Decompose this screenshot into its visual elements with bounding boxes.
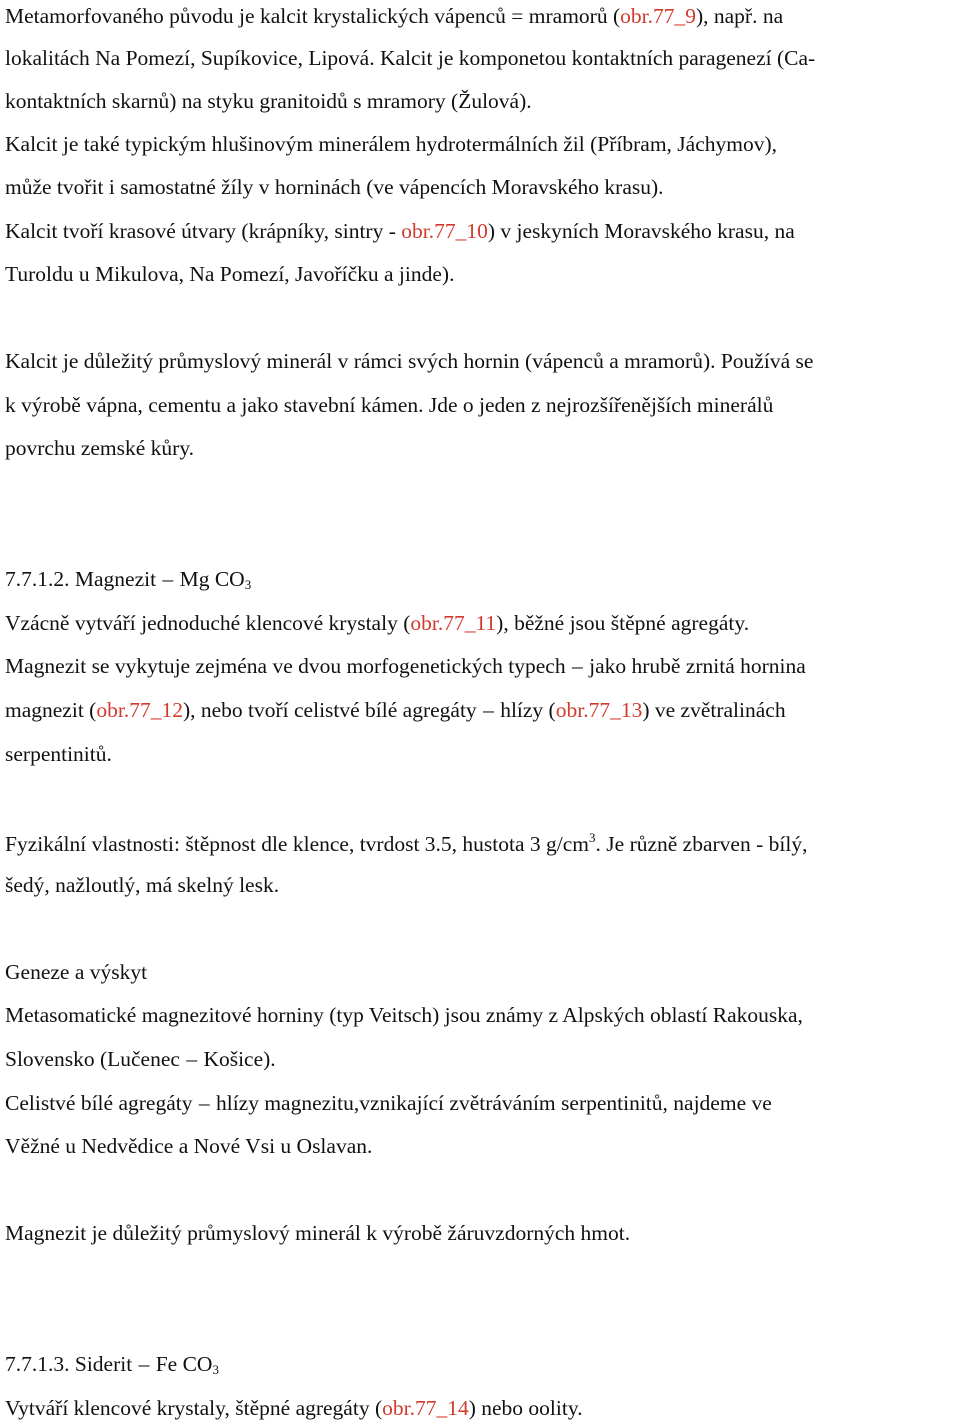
text-line [5,700,786,722]
text-line [5,613,749,635]
text-line: může tvořit i samostatné žíly v horninách (ve vápencích Moravského krasu). [5,175,664,199]
dash: – [186,1047,198,1071]
text-segment: Metamorfovaného původu je kalcit krystalických vápenců = mramorů ( [5,4,621,28]
text-line: lokalitách Na Pomezí, Supíkovice, Lipová. Kalcit je komponetou kontaktních paragenezí (Ca- [5,46,816,70]
figure-link-77-11[interactable]: obr.77_11 [410,611,497,635]
text-segment: Celistvé bílé agregáty [5,1091,193,1115]
superscript: 3 [589,830,596,845]
formula-main: Mg CO [179,567,245,591]
text-segment: ), nebo tvoří celistvé bílé agregáty [182,698,477,722]
text-line: k výrobě vápna, cementu a jako stavební kámen. Jde o jeden z nejrozšířenějších minerálů [5,393,774,417]
text-line: serpentinitů. [5,742,112,766]
text-line: kontaktních skarnů) na styku granitoidů s mramory (Žulová). [5,89,532,113]
heading-number-title: 7.7.1.3. Siderit [5,1352,133,1376]
text-line: povrchu zemské kůry. [5,436,195,460]
text-segment: Slovensko (Lučenec [5,1047,180,1071]
formula-main: Fe CO [155,1352,213,1376]
formula-subscript: 3 [244,577,252,592]
text-segment: . Je různě zbarven - bílý, [595,832,808,856]
text-segment: ) v jeskyních Moravského krasu, na [487,219,795,243]
text-segment: Košice). [203,1047,276,1071]
formula-subscript: 3 [212,1362,219,1377]
text-segment: ) ve zvětralinách [642,698,786,722]
dash: – [138,1352,150,1376]
text-line: Věžné u Nedvědice a Nové Vsi u Oslavan. [5,1134,373,1158]
text-line [5,221,795,243]
chemical-formula [156,1352,219,1376]
text-line: Kalcit je také typickým hlušinovým minerálem hydrotermálních žil (Příbram, Jáchymov), [5,132,778,156]
text-line [5,1093,772,1115]
figure-link-77-10[interactable]: obr.77_10 [401,219,488,243]
dash: – [571,654,583,678]
text-line: Magnezit je důležitý průmyslový minerál k výrobě žáruvzdorných hmot. [5,1221,631,1245]
text-segment: jako hrubě zrnitá hornina [589,654,806,678]
text-segment: hlízy ( [500,698,556,722]
section-heading-siderit [5,1354,219,1376]
chemical-formula [180,567,252,591]
text-segment: Kalcit tvoří krasové útvary (krápníky, sintry - [5,219,402,243]
text-segment: Vytváří klencové krystaly, štěpné agregáty ( [5,1396,383,1420]
text-line [5,6,783,28]
figure-link-77-13[interactable]: obr.77_13 [555,698,643,722]
dash: – [483,698,494,722]
text-line: Turoldu u Mikulova, Na Pomezí, Javoříčku a jinde). [5,262,455,286]
text-segment: ), např. na [695,4,784,28]
figure-link-77-12[interactable]: obr.77_12 [96,698,183,722]
heading-number-title: 7.7.1.2. Magnezit [5,567,157,591]
section-heading-magnezit [5,569,251,591]
text-line [5,1049,276,1071]
text-segment: Vzácně vytváří jednoduché klencové krystaly ( [5,611,411,635]
text-line [5,831,807,856]
text-line: Kalcit je důležitý průmyslový minerál v rámci svých hornin (vápenců a mramorů). Používá se [5,349,814,373]
dash: – [198,1091,210,1115]
text-segment: magnezit ( [5,698,97,722]
text-line [5,1398,583,1420]
text-segment: ) nebo oolity. [468,1396,583,1420]
text-line: šedý, nažloutlý, má skelný lesk. [5,873,280,897]
text-line: Metasomatické magnezitové horniny (typ Veitsch) jsou známy z Alpských oblastí Rakouska, [5,1003,803,1027]
text-line [5,656,806,678]
figure-link-77-14[interactable]: obr.77_14 [382,1396,469,1420]
text-segment: Magnezit se vykytuje zejména ve dvou morfogenetických typech [5,654,566,678]
dash: – [162,567,174,591]
text-segment: ), běžné jsou štěpné agregáty. [496,611,750,635]
figure-link-77-9[interactable]: obr.77_9 [620,4,696,28]
text-segment: Fyzikální vlastnosti: štěpnost dle klence, tvrdost 3.5, hustota 3 g/cm [5,832,590,856]
text-segment: hlízy magnezitu,vznikající zvětráváním serpentinitů, najdeme ve [215,1091,772,1115]
subheading-geneze: Geneze a výskyt [5,960,148,984]
